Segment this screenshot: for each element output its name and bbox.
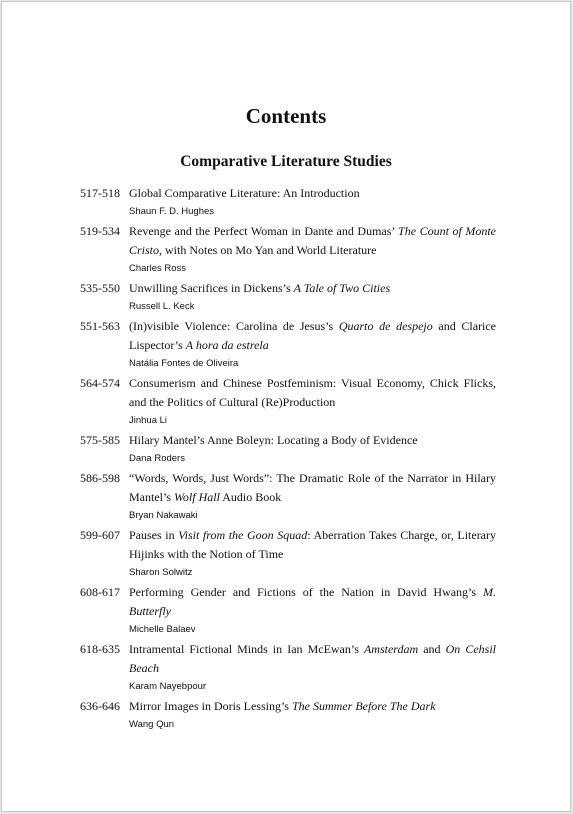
- page-range: 551-563: [80, 319, 120, 333]
- author-name: Michelle Balaev: [129, 624, 196, 635]
- toc-entry: [80, 583, 496, 640]
- title-text: Consumerism and Chinese Postfeminism: Visual Economy, Chick Flicks, and the Politics of Cultural (Re)Production: [129, 376, 496, 409]
- author-name: Karam Nayebpour: [129, 681, 207, 692]
- author-name: Wang Qun: [129, 719, 175, 730]
- work-title: On Cehsil Beach: [129, 642, 496, 675]
- page-range: 608-617: [80, 585, 120, 599]
- toc-entry: [80, 697, 496, 735]
- page-range: 517-518: [80, 186, 120, 200]
- toc-entry: [80, 469, 496, 526]
- title-text: Mirror Images in Doris Lessing’s: [129, 699, 292, 713]
- work-title: M. Butterfly: [129, 585, 496, 618]
- author-name: Bryan Nakawaki: [129, 510, 198, 521]
- document-page: [1, 1, 571, 812]
- page-range: 636-646: [80, 699, 120, 713]
- toc-entry: [80, 184, 496, 222]
- article-title: [129, 317, 496, 355]
- article-title: [129, 222, 496, 260]
- title-text: Unwilling Sacrifices in Dickens’s: [129, 281, 294, 295]
- toc-entry: [80, 374, 496, 431]
- work-title: A Tale of Two Cities: [293, 281, 391, 295]
- article-title: [129, 374, 496, 412]
- journal-title: Comparative Literature Studies: [180, 153, 392, 170]
- article-title: [129, 640, 496, 678]
- page-range: 599-607: [80, 528, 120, 542]
- table-of-contents: [80, 184, 496, 735]
- article-title: [129, 583, 496, 621]
- title-text: and Clarice Lispector’s: [129, 319, 496, 352]
- work-title: Visit from the Goon Squad: [178, 528, 308, 542]
- work-title: The Count of Monte Cristo: [129, 224, 497, 257]
- toc-entry: [80, 317, 496, 374]
- article-title: [129, 526, 496, 564]
- author-name: Dana Roders: [129, 453, 185, 464]
- author-name: Natália Fontes de Oliveira: [129, 358, 239, 369]
- toc-entry: [80, 222, 496, 279]
- work-title: Amsterdam: [363, 642, 419, 656]
- title-text: Intramental Fictional Minds in Ian McEwan’s: [129, 642, 364, 656]
- title-text: Revenge and the Perfect Woman in Dante and Dumas’: [129, 224, 399, 238]
- toc-entry: [80, 431, 496, 469]
- page-title: Contents: [245, 104, 327, 128]
- toc-entry: [80, 640, 496, 697]
- work-title: Wolf Hall: [174, 490, 220, 504]
- title-text: Hilary Mantel’s Anne Boleyn: Locating a Body of Evidence: [129, 433, 418, 447]
- article-title: [129, 279, 496, 298]
- toc-entry: [80, 526, 496, 583]
- author-name: Jinhua Li: [129, 415, 168, 426]
- page-range: 519-534: [80, 224, 120, 238]
- work-title: Quarto de despejo: [338, 319, 433, 333]
- article-title: [129, 184, 496, 203]
- title-text: “Words, Words, Just Words”: The Dramatic Role of the Narrator in Hilary Mantel’s: [129, 471, 496, 504]
- page-range: 535-550: [80, 281, 120, 295]
- work-title: A hora da estrela: [185, 338, 269, 352]
- title-text: (In)visible Violence: Carolina de Jesus’s: [129, 319, 339, 333]
- title-text: Audio Book: [219, 490, 282, 504]
- title-text: Performing Gender and Fictions of the Nation in David Hwang’s: [129, 585, 483, 599]
- toc-entry: [80, 279, 496, 317]
- author-name: Sharon Solwitz: [129, 567, 193, 578]
- title-text: Pauses in: [129, 528, 179, 542]
- page-range: 618-635: [80, 642, 120, 656]
- page-range: 575-585: [80, 433, 120, 447]
- article-title: [129, 431, 496, 450]
- page-range: 586-598: [80, 471, 120, 485]
- work-title: The Summer Before The Dark: [291, 699, 436, 713]
- title-text: and: [418, 642, 446, 656]
- title-text: , with Notes on Mo Yan and World Literature: [159, 243, 377, 257]
- title-text: : Aberration Takes Charge, or, Literary Hijinks with the Notion of Time: [129, 528, 497, 561]
- author-name: Charles Ross: [129, 263, 187, 274]
- author-name: Shaun F. D. Hughes: [129, 206, 215, 217]
- author-name: Russell L. Keck: [129, 301, 195, 312]
- page-range: 564-574: [80, 376, 120, 390]
- article-title: [129, 469, 496, 507]
- title-text: Global Comparative Literature: An Introduction: [129, 186, 360, 200]
- article-title: [129, 697, 496, 716]
